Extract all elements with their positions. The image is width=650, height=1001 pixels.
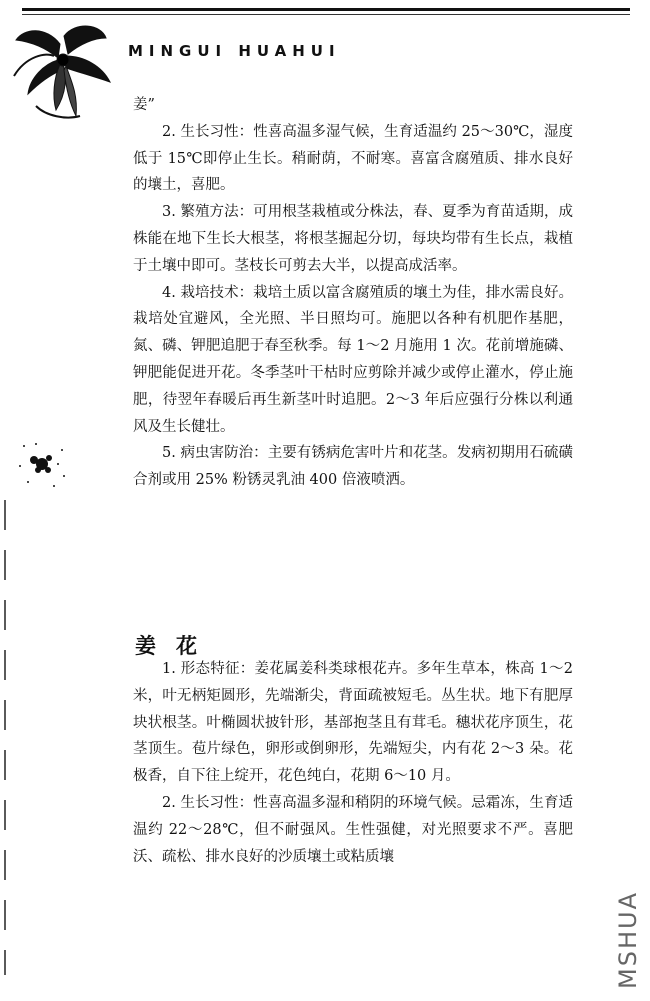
section-continued-text [133,92,573,494]
margin-tick-marks [3,500,9,980]
orchid-flower-icon [6,16,126,126]
paragraph-cultivation: 4. 栽培技术：栽培土质以富含腐殖质的壤土为佳，排水需良好。栽培处宜避风，全光照、半日照均可。施肥以各种有机肥作基肥，氮、磷、钾肥追肥于春至秋季。每 1～2 月施用 1 次。花前增施磷、钾肥能促进开花。冬季茎叶干枯时应剪除并减少或停止灌水，停止施肥，待翌年春暖后再生新茎叶时追肥。2～3 年后应强行分株以利通风及生长健壮。 [133,284,573,435]
section-title: 姜花 [135,633,217,658]
section-ginger-lily-text [133,656,573,870]
side-flower-ornament-icon [14,436,74,496]
paragraph-pest-control: 5. 病虫害防治：主要有锈病危害叶片和花茎。发病初期用石硫磺合剂或用 25% 粉锈灵乳油 400 倍液喷洒。 [133,445,573,489]
continuation-line: 姜” [133,97,155,113]
running-header: MINGUI HUAHUI [128,42,341,60]
paragraph-propagation: 3. 繁殖方法：可用根茎栽植或分株法，春、夏季为育苗适期，成株能在地下生长大根茎，将根茎掘起分切，每块均带有生长点，栽植于土壤中即可。茎枝长可剪去大半，以提高成活率。 [133,204,573,274]
paragraph-growth-habit-2: 2. 生长习性：性喜高温多湿和稍阴的环境气候。忌霜冻，生育适温约 22～28℃，但不耐强风。生性强健，对光照要求不严。喜肥沃、疏松、排水良好的沙质壤土或粘质壤 [133,794,573,865]
paragraph-growth-habit: 2. 生长习性：性喜高温多湿气候，生育适温约 25～30℃，湿度低于 15℃即停止生长。稍耐荫，不耐寒。喜富含腐殖质、排水良好的壤土，喜肥。 [133,123,573,194]
top-rule [22,8,630,11]
watermark: MSHUA [614,891,642,989]
top-rule-thin [22,14,630,15]
paragraph-morphology: 1. 形态特征：姜花属姜科类球根花卉。多年生草本，株高 1～2 米，叶无柄矩圆形，先端渐尖，背面疏被短毛。丛生状。地下有肥厚块状根茎。叶椭圆状披针形，基部抱茎且有茸毛。穗状花序顶生，花茎顶生。苞片绿色，卵形或倒卵形，先端短尖，内有花 2～3 朵。花极香，自下往上绽开，花色纯白，花期 6～10 月。 [133,661,573,785]
